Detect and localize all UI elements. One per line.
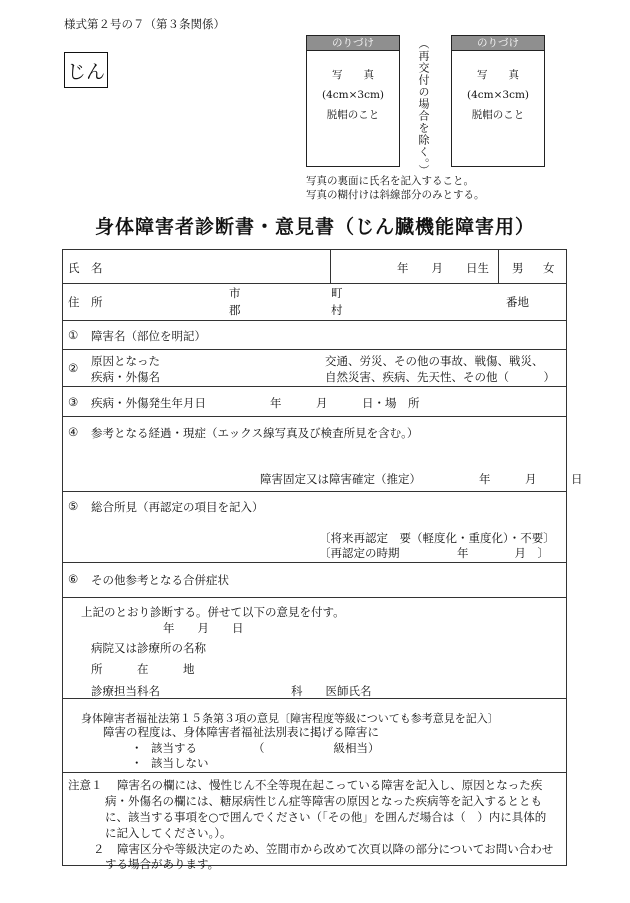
photo-label: 写 真 [477, 69, 519, 81]
opinion-not-applicable: 該当しない [151, 756, 209, 770]
note1-line: に、該当する事項を○で囲んでください（「その他」を囲んだ場合は（ ）内に具体的 [105, 810, 547, 824]
note2-line: する場合があります。 [105, 857, 220, 871]
re-certification-need: 〔将来再認定 要（軽度化・重度化）・不要〕 [319, 531, 555, 545]
birth-date-label: 年 月 日生 [397, 261, 489, 275]
hospital-name-label: 病院又は診療所の名称 [91, 641, 206, 655]
photo-rule: 脱帽のこと [326, 109, 380, 121]
form-number: 様式第２号の７（第３条関係） [64, 17, 225, 31]
diagnosis-statement: 上記のとおり診断する。併せて以下の意見を付す。 [81, 605, 345, 619]
department-label: 診療担当科名 [91, 684, 160, 698]
opinion-applicable: 該当する [151, 741, 197, 755]
row2-number: ② [68, 361, 79, 375]
note-label: 注意１ [68, 778, 103, 792]
address-town: 町 [331, 286, 343, 300]
opinion-grade: （ 級相当） [253, 741, 380, 755]
note2-line: 障害区分や等級決定のため、笠間市から改めて次頁以降の部分についてお問い合わせ [117, 842, 554, 856]
cause-label-b: 疾病・外傷名 [91, 370, 160, 384]
progress-label: 参考となる経過・現症（エックス線写真及び検査所見を含む。） [91, 426, 419, 440]
onset-date-place: 年 月 日・場 所 [270, 396, 420, 410]
page-title: 身体障害者診断書・意見書（じん臓機能障害用） [94, 216, 535, 238]
overall-findings-label: 総合所見（再認定の項目を記入） [91, 500, 264, 514]
note1-line: に記入してください。）。 [105, 826, 232, 840]
cause-options-b: 自然災害、疾病、先天性、その他（ ） [325, 370, 555, 384]
address-label: 住 所 [68, 295, 103, 309]
opinion-option-bullet: ・ [131, 741, 143, 755]
certificate-form [62, 249, 583, 871]
photo-size: (4cm×3cm) [466, 89, 530, 101]
photo-box-left [306, 35, 400, 167]
glue-label: のりづけ [307, 36, 399, 51]
row3-number: ③ [68, 395, 79, 409]
gender-male: 男 [512, 261, 524, 275]
disability-name-label: 障害名（部位を明記） [91, 329, 206, 343]
glue-label: のりづけ [452, 36, 544, 51]
row6-number: ⑥ [68, 572, 79, 586]
cause-label-a: 原因となった [91, 354, 160, 368]
complications-label: その他参考となる合併症状 [91, 573, 229, 587]
gender-female: 女 [543, 261, 555, 275]
doctor-name-label: 科 医師氏名 [291, 684, 372, 698]
row1-number: ① [68, 328, 79, 342]
opinion-option-bullet: ・ [131, 756, 143, 770]
name-label: 氏 名 [68, 261, 103, 275]
photo-label: 写 真 [332, 69, 374, 81]
fixed-date: 年 月 日 [479, 472, 583, 486]
photo-size: (4cm×3cm) [321, 89, 385, 101]
kind-badge: じん [64, 52, 108, 88]
fixed-date-label: 障害固定又は障害確定（推定） [260, 472, 421, 486]
note1-line: 病・外傷名の欄には、糖尿病性じん症等障害の原因となった疾病等を記入するととも [105, 794, 542, 808]
photo-box-right [451, 35, 545, 167]
opinion-title: 身体障害者福祉法第１５条第３項の意見〔障害程度等級についても参考意見を記入〕 [81, 712, 499, 725]
address-county: 郡 [229, 303, 241, 317]
photo-notes [306, 174, 485, 202]
photo-rule: 脱帽のこと [471, 109, 525, 121]
diagnosis-date: 年 月 日 [163, 621, 244, 635]
address-village: 村 [331, 303, 343, 317]
address-banchi: 番地 [506, 295, 529, 309]
note1-line: 障害名の欄には、慢性じん不全等現在起こっている障害を記入し、原因となった疾 [117, 778, 543, 792]
note2-number: ２ [93, 842, 105, 856]
row5-number: ⑤ [68, 499, 79, 513]
hospital-address-label: 所 在 地 [91, 662, 195, 676]
photo-note: 写真の裏面に氏名を記入すること。 [306, 175, 474, 187]
cause-options-a: 交通、労災、その他の事故、戦傷、戦災、 [325, 354, 544, 368]
photo-center-note: （再交付の場合を除く。） [417, 38, 430, 177]
address-city: 市 [229, 286, 241, 300]
re-certification-time: 〔再認定の時期 年 月 〕 [319, 546, 549, 560]
photo-note: 写真の糊付けは斜線部分のみとする。 [306, 189, 485, 201]
onset-date-label: 疾病・外傷発生年月日 [91, 396, 206, 410]
opinion-subtitle: 障害の程度は、身体障害者福祉法別表に掲げる障害に [103, 725, 379, 739]
row4-number: ④ [68, 425, 79, 439]
